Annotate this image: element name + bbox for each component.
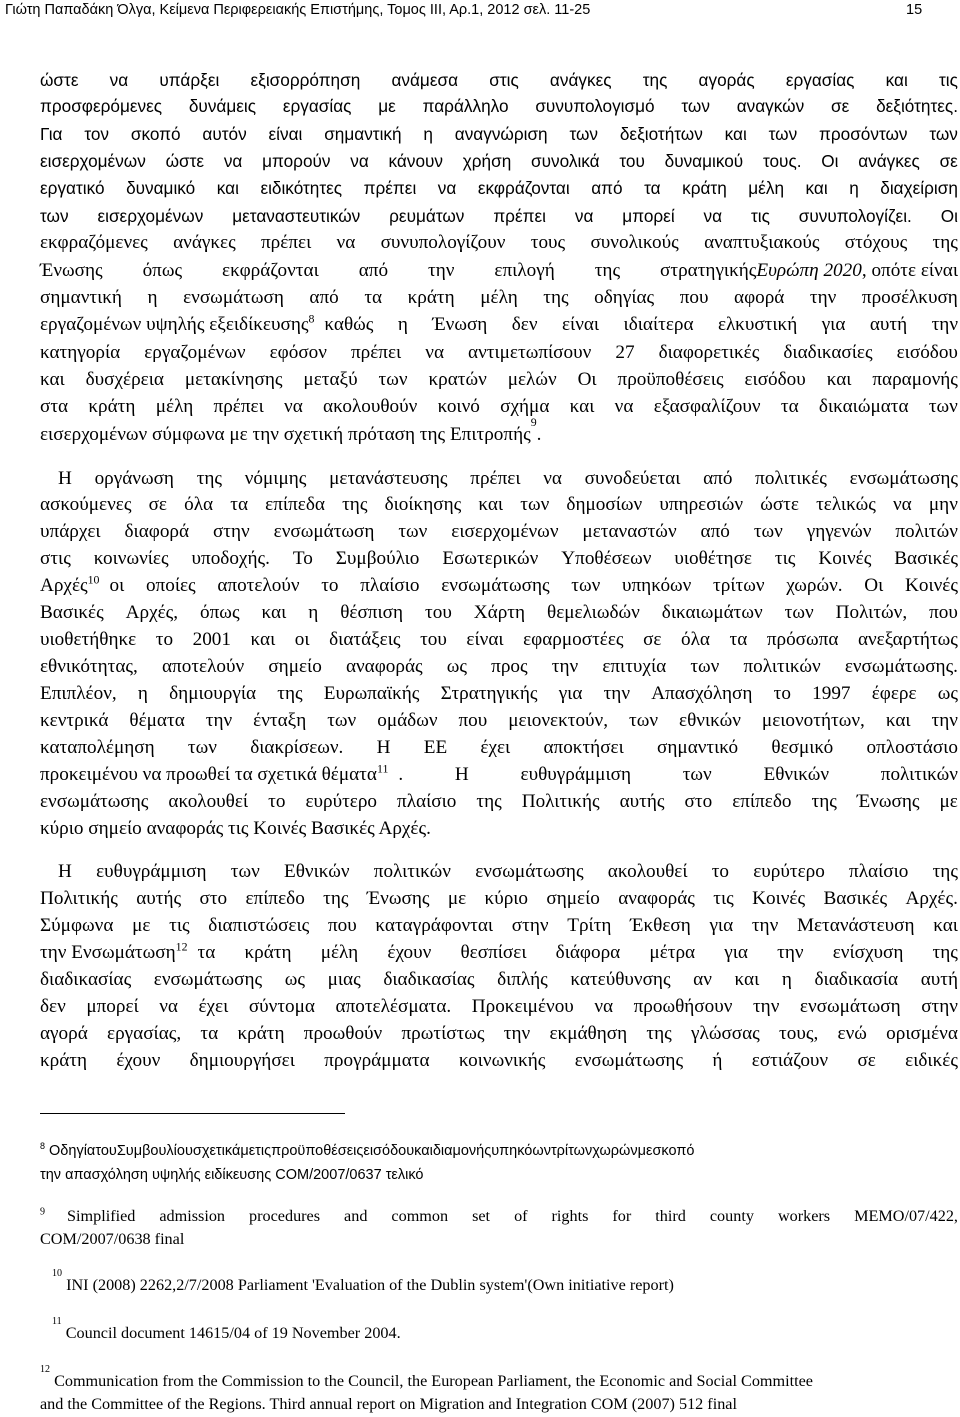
text-line: αγορά εργασίας, τα κράτη προωθούν πρωτίστως την εκμάθηση της γλώσσας τους, ενώ ορισμένα	[40, 1023, 958, 1044]
footnote-line: COM/2007/0638 final	[40, 1230, 185, 1248]
text-line: κατηγορία εργαζομένων εφόσον πρέπει να αντιμετωπίσουν 27 διαφορετικές διαδικασίες εισόδου	[40, 342, 958, 363]
text-line: εθνικότητας, αποτελούν σημείο αναφοράς ως προς την επιτυχία των πολιτικών ενσωμάτωσης.	[40, 656, 958, 677]
footnote-ref: 9	[530, 415, 537, 429]
running-title: Γιώτη Παπαδάκη Όλγα, Κείμενα Περιφερειακής Επιστήμης, Τομος ΙΙΙ, Αρ.1, 2012 σελ. 11-25	[5, 2, 591, 18]
footnote-line: $^8$ Οδηγία του Συμβουλίου σχετικά με τις προϋποθέσεις εισόδου και διαμονής υπηκόων τρίτων χωρών με σκοπό	[40, 1141, 695, 1159]
text-line: καταπολέμηση των διακρίσεων. Η ΕΕ έχει αποκτήσει σημαντικό θεσμικό οπλοστάσιο	[40, 737, 958, 758]
text-line: στις κοινωνίες υποδοχής. Το Συμβούλιο Εσωτερικών Υποθέσεων υιοθέτησε τις Κοινές Βασικές	[40, 548, 958, 569]
text-line: εργατικό δυναμικό και ειδικότητες πρέπει να εκφράζονται από τα κράτη μέλη και η διαχείριση	[40, 178, 958, 198]
text-line: Ένωσης όπως εκφράζονται από την επιλογή της στρατηγικής Ευρώπη 2020, οπότε είναι	[40, 258, 958, 284]
text-line: ώστε να υπάρξει εξισορρόπηση ανάμεσα στις ανάγκες της αγοράς εργασίας και τις	[40, 70, 958, 90]
footnote-number: 8	[40, 1141, 45, 1152]
text-line: κεντρικά θέματα την ένταξη των ομάδων που μειονεκτούν, των εθνικών μειονοτήτων, και την	[40, 710, 958, 731]
text-line: Βασικές Αρχές, όπως και η θέσπιση του Χάρτη θεμελιωδών δικαιωμάτων των Πολιτών, που	[40, 602, 958, 623]
text-line: Για τον σκοπό αυτόν είναι σημαντική η αναγνώριση των δεξιοτήτων και των προσόντων των	[40, 124, 958, 144]
footnote-line: $^9$ Simplified admission procedures and common set of rights for third county workers MEMO/07/422,	[40, 1206, 958, 1225]
text-line: των εισερχομένων μεταναστευτικών ρευμάτων πρέπει να μπορεί να τις συνυπολογίζει. Οι	[40, 206, 958, 226]
text-line: προκειμένου να προωθεί τα σχετικά θέματα$^{11}$ . Η ευθυγράμμιση των Εθνικών πολιτικών	[40, 761, 958, 785]
footnote-number: 12	[40, 1364, 51, 1375]
text-line: Αρχές$^{10}$ οι οποίες αποτελούν το πλαίσιο ενσωμάτωσης των υπηκόων τρίτων χωρών. Οι Κοινές	[40, 572, 958, 596]
text-line: προσφερόμενες δυνάμεις εργασίας με παράλληλο συνυπολογισμό των αναγκών σε δεξιότητες.	[40, 96, 958, 116]
text-line: κύριο σημείο αναφοράς τις Κοινές Βασικές Αρχές.	[40, 818, 431, 839]
footnote-number: 9	[40, 1206, 46, 1218]
footnote-line: 12 Communication from the Commission to the Council, the European Parliament, the Economic and Social Committee	[40, 1364, 813, 1390]
text-line: και δυσχέρεια μετακίνησης μεταξύ των κρατών μελών Οι προϋποθέσεις εισόδου και παραμονής	[40, 369, 958, 390]
emphasis-text: Ευρώπη 2020, οπότε είναι	[756, 260, 958, 281]
text-line: κράτη έχουν δημιουργήσει προγράμματα κοινωνικής ενσωμάτωσης ή εστιάζουν σε ειδικές	[40, 1050, 958, 1071]
running-header	[0, 0, 960, 24]
text-line: υιοθετήθηκε το 2001 και οι διατάξεις του είναι εφαρμοστέες σε όλα τα πρόσωπα ανεξαρτήτως	[40, 629, 958, 650]
text-line: Η ευθυγράμμιση των Εθνικών πολιτικών ενσωμάτωσης ακολουθεί το ευρύτερο πλαίσιο της	[58, 861, 958, 882]
text-line: Σύμφωνα με τις διαπιστώσεις που καταγράφονται στην Τρίτη Έκθεση για την Μετανάστευση και	[40, 915, 958, 936]
text-line: υπάρχει διαφορά στην ενσωμάτωση των εισερχομένων μεταναστών από των γηγενών πολιτών	[40, 521, 958, 542]
text-line: στα κράτη μέλη πρέπει να ακολουθούν κοινό σχήμα και να εξασφαλίζουν τα δικαιώματα των	[40, 396, 958, 417]
text-line: Πολιτικής αυτής στο επίπεδο της Ένωσης με κύριο σημείο αναφοράς τις Κοινές Βασικές Αρχές.	[40, 888, 958, 909]
text-line: την Ενσωμάτωση$^{12}$ τα κράτη μέλη έχουν θεσπίσει διάφορα μέτρα για την ενίσχυση της	[40, 939, 958, 963]
footnote-ref: 10	[87, 572, 100, 587]
text-line: εκφραζόμενες ανάγκες πρέπει να συνυπολογίζουν τους συνολικούς αναπτυξιακούς στόχους της	[40, 232, 958, 253]
footnote-ref: 8	[308, 311, 315, 326]
text-line: εισερχομένων σύμφωνα με την σχετική πρόταση της Επιτροπής 9 .	[40, 422, 958, 448]
footnote-10: 10 INI (2008) 2262,2/7/2008 Parliament 'Evaluation of the Dublin system'(Own initiative report)	[52, 1268, 674, 1294]
text-line: σημαντική η ενσωμάτωση από τα κράτη μέλη της οδηγίας που αφορά την προσέλκυση	[40, 287, 958, 308]
footnote-11: 11 Council document 14615/04 of 19 November 2004.	[52, 1316, 401, 1342]
text-line: Επιπλέον, η δημιουργία της Ευρωπαϊκής Στρατηγικής για την Απασχόληση το 1997 έφερε ως	[40, 683, 958, 704]
footnote-number: 10	[52, 1268, 63, 1279]
page-number: 15	[906, 2, 923, 18]
text-line: ενσωμάτωσης ακολουθεί το ευρύτερο πλαίσιο της Πολιτικής αυτής στο επίπεδο της Ένωσης με	[40, 791, 958, 812]
text-line: Η οργάνωση της νόμιμης μετανάστευσης πρέπει να συνοδεύεται από πολιτικές ενσωμάτωσης	[58, 468, 958, 489]
text-line: ασκούμενες σε όλα τα επίπεδα της διοίκησης και των δημοσίων υπηρεσιών ώστε τελικώς να μην	[40, 494, 958, 515]
text-line: εργαζομένων υψηλής εξειδίκευσης$^8$ καθώς η Ένωση δεν είναι ιδιαίτερα ελκυστική για αυτή την	[40, 311, 958, 335]
footnote-ref: 11	[376, 761, 389, 776]
footnote-ref: 12	[175, 939, 188, 954]
footnote-number: 11	[52, 1316, 62, 1327]
text-line: εισερχομένων ώστε να μπορούν να κάνουν χρήση συνολικά του δυναμικού τους. Οι ανάγκες σε	[40, 151, 958, 171]
footnote-line: την απασχόληση υψηλής ειδίκευσης COM/2007/0637 τελικό	[40, 1167, 424, 1183]
text-line: διαδικασίας ενσωμάτωσης ως μιας διαδικασίας διπλής κατεύθυνσης αν και η διαδικασία αυτή	[40, 969, 958, 990]
footnote-line: and the Committee of the Regions. Third annual report on Migration and Integration COM (2007) 512 final	[40, 1395, 737, 1413]
text-line: δεν μπορεί να έχει σύντομα αποτελέσματα. Προκειμένου να προωθήσουν την ενσωμάτωση στην	[40, 996, 958, 1017]
footnote-separator	[40, 1113, 345, 1114]
